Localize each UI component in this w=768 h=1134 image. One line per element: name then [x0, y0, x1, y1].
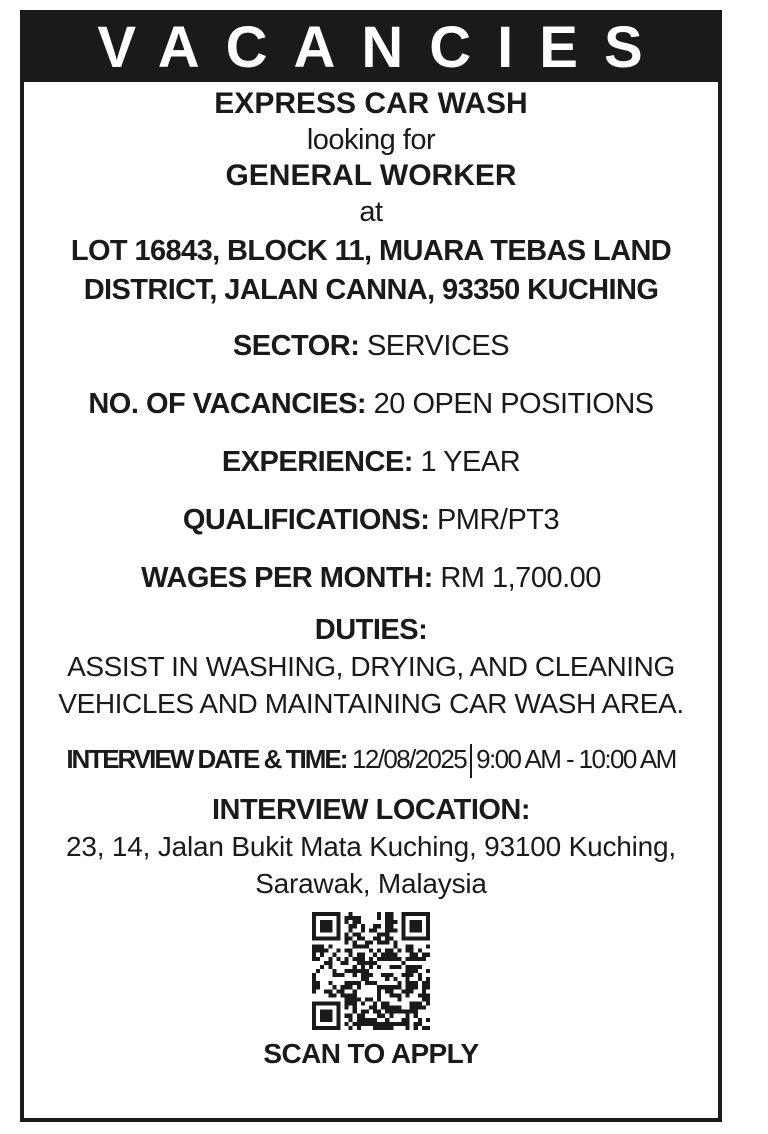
qualifications-label: QUALIFICATIONS:: [182, 504, 430, 536]
qr-code-icon[interactable]: [312, 912, 430, 1030]
scan-to-apply: SCAN TO APPLY: [263, 1038, 479, 1070]
address-line-1: LOT 16843, BLOCK 11, MUARA TEBAS LAND: [70, 235, 672, 267]
address-line-2: DISTRICT, JALAN CANNA, 93350 KUCHING: [83, 274, 659, 306]
detail-row-vacancies: [24, 386, 718, 422]
interview-date: 12/08/2025: [351, 744, 467, 774]
interview-time: 9:00 AM - 10:00 AM: [476, 744, 676, 774]
vacancy-ad: [20, 10, 722, 1122]
experience-label: EXPERIENCE:: [221, 446, 413, 478]
duties-line-1: ASSIST IN WASHING, DRYING, AND CLEANING: [67, 651, 675, 682]
interview-datetime: [24, 742, 718, 778]
looking-for-text: looking for: [306, 124, 436, 156]
company-name: EXPRESS CAR WASH: [214, 87, 528, 120]
job-details: [24, 328, 718, 596]
vacancies-label: NO. OF VACANCIES:: [88, 388, 367, 420]
duties-line-2: VEHICLES AND MAINTAINING CAR WASH AREA.: [58, 688, 684, 719]
interview-location-line-1: 23, 14, Jalan Bukit Mata Kuching, 93100 Kuching,: [66, 831, 676, 863]
job-address: [24, 232, 718, 310]
at-text: at: [359, 196, 383, 228]
vacancies-value: 20 OPEN POSITIONS: [373, 388, 654, 420]
ad-content: [24, 86, 718, 1072]
datetime-separator: [470, 744, 472, 778]
vacancies-banner: VACANCIES: [24, 14, 718, 82]
detail-row-sector: [24, 328, 718, 364]
wages-label: WAGES PER MONTH:: [141, 562, 433, 594]
sector-value: SERVICES: [366, 330, 510, 362]
interview-location-line-2: Sarawak, Malaysia: [255, 868, 487, 900]
interview-datetime-label: INTERVIEW DATE & TIME:: [66, 744, 347, 774]
detail-row-qualifications: [24, 502, 718, 538]
duties-label: DUTIES:: [314, 614, 428, 646]
wages-value: RM 1,700.00: [440, 562, 601, 594]
interview-location-label: INTERVIEW LOCATION:: [211, 794, 531, 827]
position-title: GENERAL WORKER: [225, 159, 517, 192]
qualifications-value: PMR/PT3: [436, 504, 560, 536]
duties-section: [24, 612, 718, 722]
experience-value: 1 YEAR: [420, 446, 521, 478]
interview-location-section: [24, 792, 718, 902]
detail-row-wages: [24, 560, 718, 596]
detail-row-experience: [24, 444, 718, 480]
sector-label: SECTOR:: [232, 330, 360, 362]
